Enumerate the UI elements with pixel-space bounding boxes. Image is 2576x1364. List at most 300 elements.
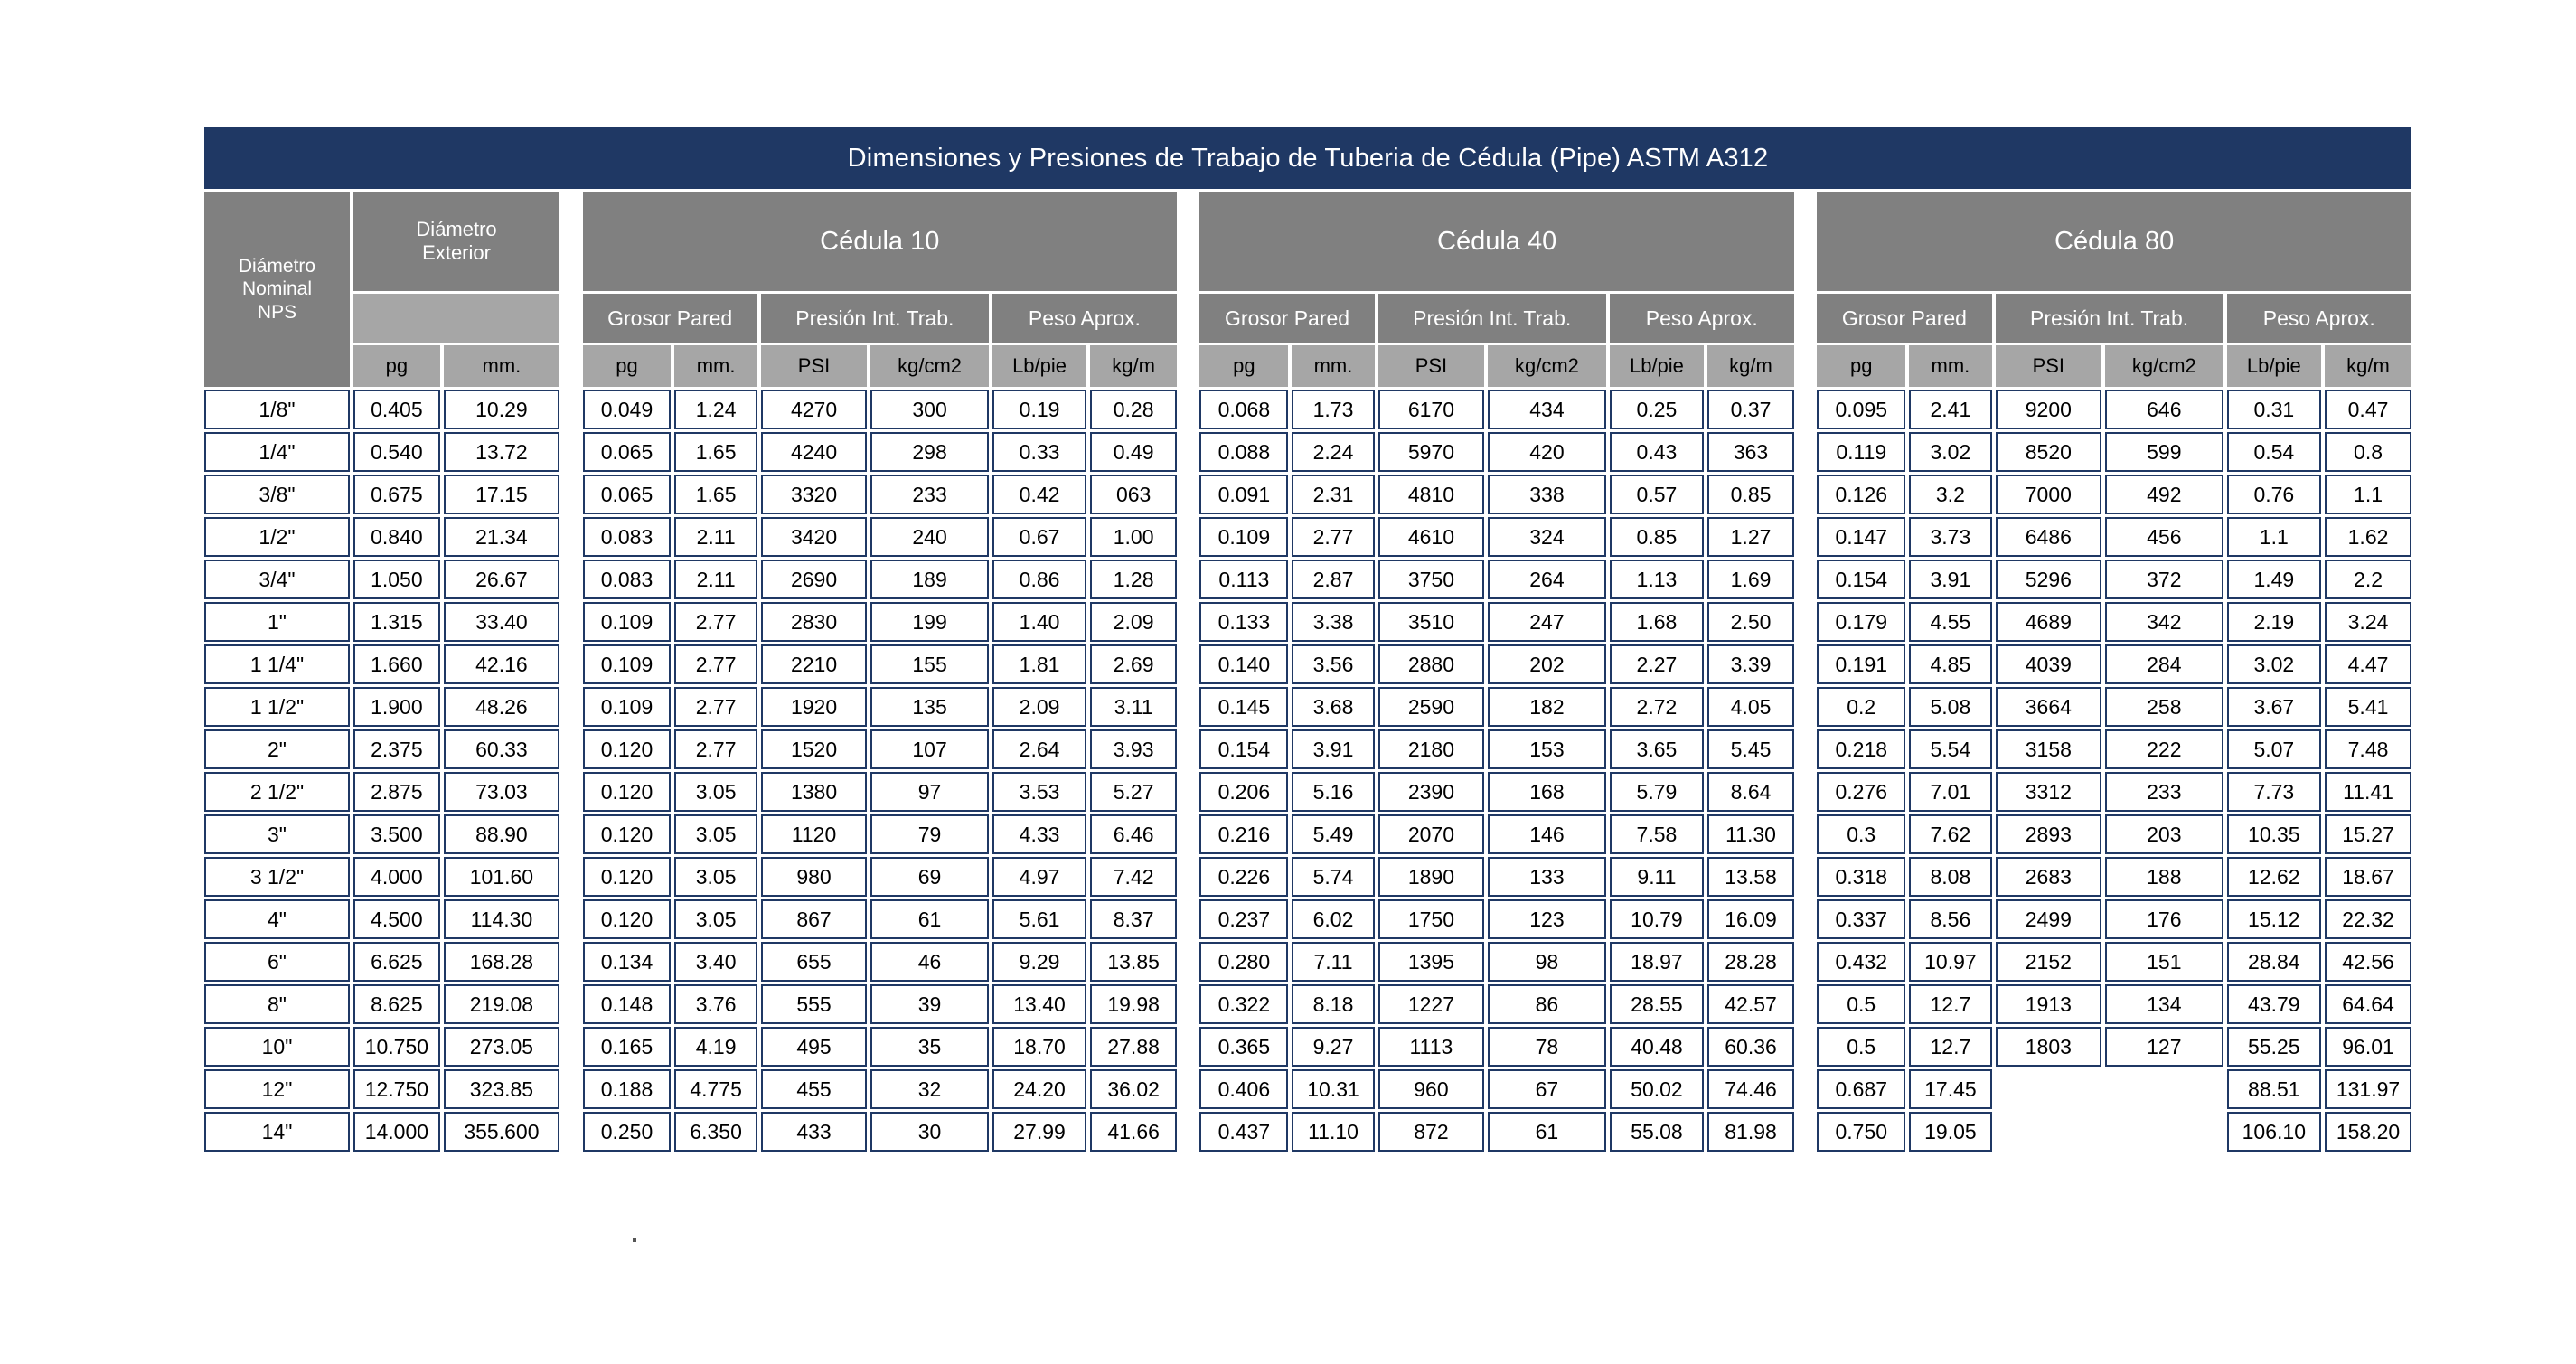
cell-c80-grosor-pg: 0.5 — [1817, 984, 1905, 1024]
cell-c80-grosor-pg: 0.218 — [1817, 729, 1905, 769]
cell-c10-lbpie: 1.81 — [992, 644, 1086, 684]
cell-c10-kgcm2: 69 — [870, 857, 989, 897]
cell-c80-lbpie: 15.12 — [2227, 899, 2321, 939]
cell-c80-grosor-pg: 0.179 — [1817, 602, 1905, 642]
cell-c40-lbpie: 2.27 — [1610, 644, 1704, 684]
cell-c40-psi: 1750 — [1378, 899, 1484, 939]
cell-od-mm: 114.30 — [444, 899, 559, 939]
row-spacer-2 — [1180, 1069, 1196, 1109]
cell-c10-grosor-pg: 0.148 — [583, 984, 672, 1024]
cell-c40-kgm: 0.85 — [1707, 475, 1794, 514]
cell-c80-lbpie: 28.84 — [2227, 942, 2321, 982]
cell-c10-grosor-pg: 0.109 — [583, 602, 672, 642]
cell-c80-kgcm2: 127 — [2105, 1027, 2223, 1067]
subgroup-header-row — [204, 294, 2411, 343]
row-spacer-2 — [1180, 984, 1196, 1024]
cell-c40-kgm: 0.37 — [1707, 390, 1794, 429]
cell-c10-grosor-pg: 0.120 — [583, 772, 672, 812]
cell-c80-psi: 8520 — [1996, 432, 2101, 472]
cell-od-mm: 273.05 — [444, 1027, 559, 1067]
cell-nps: 3" — [204, 814, 350, 854]
cell-c10-lbpie: 18.70 — [992, 1027, 1086, 1067]
cell-c80-lbpie: 3.67 — [2227, 687, 2321, 727]
cell-c10-grosor-pg: 0.065 — [583, 432, 672, 472]
cell-c80-psi: 5296 — [1996, 560, 2101, 599]
cell-c80-grosor-mm: 12.7 — [1909, 984, 1991, 1024]
cell-c10-psi: 867 — [761, 899, 867, 939]
row-spacer-2 — [1180, 814, 1196, 854]
row-spacer-1 — [563, 475, 578, 514]
cell-c40-lbpie: 3.65 — [1610, 729, 1704, 769]
row-spacer-1 — [563, 772, 578, 812]
cell-c80-kgm: 5.41 — [2325, 687, 2411, 727]
row-spacer-3 — [1798, 1027, 1813, 1067]
cell-c40-grosor-mm: 3.91 — [1292, 729, 1374, 769]
cell-c80-grosor-pg: 0.687 — [1817, 1069, 1905, 1109]
cell-c40-psi: 4610 — [1378, 517, 1484, 557]
cell-c40-grosor-pg: 0.068 — [1199, 390, 1288, 429]
cell-c80-kgm: 158.20 — [2325, 1112, 2411, 1152]
unit-c10-lbpie: Lb/pie — [992, 345, 1086, 387]
cell-c10-psi: 495 — [761, 1027, 867, 1067]
row-spacer-2 — [1180, 729, 1196, 769]
cell-od-pg: 2.375 — [353, 729, 440, 769]
cell-c10-grosor-pg: 0.120 — [583, 814, 672, 854]
cell-c10-grosor-pg: 0.120 — [583, 899, 672, 939]
cell-c40-kgcm2: 202 — [1488, 644, 1606, 684]
row-spacer-2 — [1180, 602, 1196, 642]
unit-c40-kgm: kg/m — [1707, 345, 1794, 387]
cell-c10-lbpie: 1.40 — [992, 602, 1086, 642]
cell-c10-lbpie: 2.09 — [992, 687, 1086, 727]
header-c80-peso: Peso Aprox. — [2227, 294, 2411, 343]
cell-c80-lbpie: 5.07 — [2227, 729, 2321, 769]
cell-nps: 3/4" — [204, 560, 350, 599]
row-spacer-1 — [563, 984, 578, 1024]
cell-c80-grosor-mm: 8.56 — [1909, 899, 1991, 939]
table-row — [204, 1112, 2411, 1152]
cell-c80-kgm: 64.64 — [2325, 984, 2411, 1024]
cell-c10-grosor-mm: 2.11 — [674, 560, 757, 599]
cell-c40-grosor-pg: 0.154 — [1199, 729, 1288, 769]
cell-c80-kgm: 42.56 — [2325, 942, 2411, 982]
row-spacer-1 — [563, 687, 578, 727]
header-c10-presion: Presión Int. Trab. — [761, 294, 989, 343]
cell-c80-lbpie: 88.51 — [2227, 1069, 2321, 1109]
cell-c10-grosor-mm: 1.65 — [674, 432, 757, 472]
row-spacer-1 — [563, 857, 578, 897]
cell-c10-grosor-mm: 2.11 — [674, 517, 757, 557]
cell-c80-lbpie: 55.25 — [2227, 1027, 2321, 1067]
cell-c80-kgm: 96.01 — [2325, 1027, 2411, 1067]
cell-c40-kgm: 11.30 — [1707, 814, 1794, 854]
cell-c10-kgm: 41.66 — [1090, 1112, 1177, 1152]
cell-c40-kgcm2: 168 — [1488, 772, 1606, 812]
cell-c10-lbpie: 0.19 — [992, 390, 1086, 429]
cell-c10-kgcm2: 97 — [870, 772, 989, 812]
cell-c10-psi: 4240 — [761, 432, 867, 472]
cell-nps: 8" — [204, 984, 350, 1024]
row-spacer-3 — [1798, 857, 1813, 897]
cell-c80-kgcm2: 599 — [2105, 432, 2223, 472]
cell-c40-psi: 1890 — [1378, 857, 1484, 897]
cell-nps: 1" — [204, 602, 350, 642]
cell-od-mm: 355.600 — [444, 1112, 559, 1152]
row-spacer-3 — [1798, 942, 1813, 982]
cell-c10-grosor-pg: 0.120 — [583, 857, 672, 897]
cell-c10-lbpie: 5.61 — [992, 899, 1086, 939]
row-spacer-1 — [563, 729, 578, 769]
cell-od-pg: 14.000 — [353, 1112, 440, 1152]
cell-c40-psi: 2390 — [1378, 772, 1484, 812]
row-spacer-3 — [1798, 814, 1813, 854]
cell-c10-kgcm2: 39 — [870, 984, 989, 1024]
cell-c10-kgm: 5.27 — [1090, 772, 1177, 812]
header-nps-line3: NPS — [257, 301, 297, 323]
cell-c40-psi: 4810 — [1378, 475, 1484, 514]
cell-c40-lbpie: 10.79 — [1610, 899, 1704, 939]
cell-c80-lbpie: 3.02 — [2227, 644, 2321, 684]
row-spacer-3 — [1798, 772, 1813, 812]
cell-od-mm: 21.34 — [444, 517, 559, 557]
cell-c10-psi: 1920 — [761, 687, 867, 727]
cell-c80-lbpie: 2.19 — [2227, 602, 2321, 642]
cell-c80-psi: 1803 — [1996, 1027, 2101, 1067]
cell-c80-kgm: 15.27 — [2325, 814, 2411, 854]
cell-nps: 12" — [204, 1069, 350, 1109]
header-c80-grosor-pared: Grosor Pared — [1817, 294, 1991, 343]
row-spacer-3 — [1798, 687, 1813, 727]
cell-c40-grosor-pg: 0.113 — [1199, 560, 1288, 599]
cell-c80-lbpie: 0.76 — [2227, 475, 2321, 514]
cell-c10-kgcm2: 298 — [870, 432, 989, 472]
cell-c40-psi: 2880 — [1378, 644, 1484, 684]
cell-c10-lbpie: 24.20 — [992, 1069, 1086, 1109]
cell-c80-grosor-mm: 5.08 — [1909, 687, 1991, 727]
cell-c40-kgcm2: 338 — [1488, 475, 1606, 514]
stray-mark — [633, 1238, 636, 1242]
cell-od-mm: 168.28 — [444, 942, 559, 982]
cell-c40-grosor-pg: 0.237 — [1199, 899, 1288, 939]
row-spacer-2 — [1180, 560, 1196, 599]
cell-c40-lbpie: 18.97 — [1610, 942, 1704, 982]
cell-c40-kgm: 2.50 — [1707, 602, 1794, 642]
cell-c10-kgcm2: 240 — [870, 517, 989, 557]
cell-c40-grosor-mm: 2.31 — [1292, 475, 1374, 514]
cell-od-pg: 0.840 — [353, 517, 440, 557]
header-cedula-40: Cédula 40 — [1199, 192, 1793, 291]
cell-c80-grosor-mm: 3.91 — [1909, 560, 1991, 599]
row-spacer-1 — [563, 560, 578, 599]
cell-c40-kgcm2: 133 — [1488, 857, 1606, 897]
cell-c40-grosor-pg: 0.091 — [1199, 475, 1288, 514]
cell-c10-psi: 2690 — [761, 560, 867, 599]
cell-c10-psi: 455 — [761, 1069, 867, 1109]
cell-c40-kgm: 81.98 — [1707, 1112, 1794, 1152]
cell-od-mm: 26.67 — [444, 560, 559, 599]
cell-od-pg: 0.405 — [353, 390, 440, 429]
cell-c40-kgcm2: 264 — [1488, 560, 1606, 599]
unit-od-mm: mm. — [444, 345, 559, 387]
unit-c80-kgm: kg/m — [2325, 345, 2411, 387]
cell-c10-kgm: 6.46 — [1090, 814, 1177, 854]
page-title: Dimensiones y Presiones de Trabajo de Tuberia de Cédula (Pipe) ASTM A312 — [204, 127, 2411, 189]
cell-c10-grosor-pg: 0.049 — [583, 390, 672, 429]
row-spacer-1 — [563, 432, 578, 472]
cell-c10-grosor-pg: 0.134 — [583, 942, 672, 982]
cell-c10-kgcm2: 46 — [870, 942, 989, 982]
header-exterior-blank — [353, 294, 559, 343]
row-spacer-2 — [1180, 1027, 1196, 1067]
cell-nps: 1 1/4" — [204, 644, 350, 684]
cell-c80-psi: 2893 — [1996, 814, 2101, 854]
unit-c10-kgm: kg/m — [1090, 345, 1177, 387]
unit-c40-kgcm2: kg/cm2 — [1488, 345, 1606, 387]
row-spacer-2 — [1180, 1112, 1196, 1152]
row-spacer-3 — [1798, 602, 1813, 642]
unit-c10-grosor-mm: mm. — [674, 345, 757, 387]
cell-c80-grosor-pg: 0.5 — [1817, 1027, 1905, 1067]
cell-c10-kgcm2: 189 — [870, 560, 989, 599]
cell-c40-kgcm2: 146 — [1488, 814, 1606, 854]
cell-c40-kgcm2: 247 — [1488, 602, 1606, 642]
cell-c80-psi: 3312 — [1996, 772, 2101, 812]
cell-nps: 2 1/2" — [204, 772, 350, 812]
cell-c10-kgm: 0.28 — [1090, 390, 1177, 429]
cell-c10-kgcm2: 233 — [870, 475, 989, 514]
cell-c80-kgm: 3.24 — [2325, 602, 2411, 642]
cell-c40-lbpie: 0.25 — [1610, 390, 1704, 429]
table-row — [204, 857, 2411, 897]
cell-c80-kgcm2: 492 — [2105, 475, 2223, 514]
cell-c10-kgcm2: 155 — [870, 644, 989, 684]
cell-c40-lbpie: 28.55 — [1610, 984, 1704, 1024]
cell-c80-grosor-pg: 0.432 — [1817, 942, 1905, 982]
cell-c10-psi: 980 — [761, 857, 867, 897]
cell-c10-kgm: 13.85 — [1090, 942, 1177, 982]
cell-od-mm: 60.33 — [444, 729, 559, 769]
header-exterior-diameter — [353, 192, 559, 291]
cell-c80-kgm: 1.62 — [2325, 517, 2411, 557]
cell-c80-grosor-mm: 19.05 — [1909, 1112, 1991, 1152]
unit-c40-grosor-pg: pg — [1199, 345, 1288, 387]
cell-c80-grosor-pg: 0.2 — [1817, 687, 1905, 727]
row-spacer-1 — [563, 1069, 578, 1109]
cell-c10-kgcm2: 135 — [870, 687, 989, 727]
table-row — [204, 814, 2411, 854]
cell-c10-lbpie: 4.33 — [992, 814, 1086, 854]
cell-c40-grosor-pg: 0.226 — [1199, 857, 1288, 897]
cell-c40-lbpie: 7.58 — [1610, 814, 1704, 854]
cell-c10-lbpie: 0.67 — [992, 517, 1086, 557]
row-spacer-1 — [563, 517, 578, 557]
cell-c40-lbpie: 9.11 — [1610, 857, 1704, 897]
cell-c40-grosor-mm: 11.10 — [1292, 1112, 1374, 1152]
cell-c80-grosor-pg: 0.3 — [1817, 814, 1905, 854]
cell-c40-kgcm2: 78 — [1488, 1027, 1606, 1067]
cell-c40-grosor-pg: 0.133 — [1199, 602, 1288, 642]
cell-c40-grosor-mm: 2.87 — [1292, 560, 1374, 599]
cell-c80-kgm: 11.41 — [2325, 772, 2411, 812]
cell-c80-grosor-pg: 0.750 — [1817, 1112, 1905, 1152]
cell-c10-lbpie: 4.97 — [992, 857, 1086, 897]
cell-c10-grosor-pg: 0.083 — [583, 517, 672, 557]
cell-c80-kgm: 7.48 — [2325, 729, 2411, 769]
cell-c40-kgm: 5.45 — [1707, 729, 1794, 769]
cell-c10-lbpie: 3.53 — [992, 772, 1086, 812]
cell-c10-grosor-pg: 0.083 — [583, 560, 672, 599]
row-spacer-3 — [1798, 984, 1813, 1024]
cell-c80-lbpie: 0.31 — [2227, 390, 2321, 429]
cell-c10-grosor-pg: 0.065 — [583, 475, 672, 514]
cell-c40-grosor-mm: 2.24 — [1292, 432, 1374, 472]
cell-nps: 10" — [204, 1027, 350, 1067]
cell-nps: 3/8" — [204, 475, 350, 514]
row-spacer-1 — [563, 942, 578, 982]
cell-c80-kgm: 18.67 — [2325, 857, 2411, 897]
header-c40-presion: Presión Int. Trab. — [1378, 294, 1606, 343]
cell-c10-psi: 4270 — [761, 390, 867, 429]
cell-c10-lbpie: 9.29 — [992, 942, 1086, 982]
table-row — [204, 432, 2411, 472]
cell-c40-lbpie: 0.85 — [1610, 517, 1704, 557]
cell-nps: 14" — [204, 1112, 350, 1152]
cell-nps: 2" — [204, 729, 350, 769]
cell-c80-grosor-mm: 5.54 — [1909, 729, 1991, 769]
cell-c80-kgm: 2.2 — [2325, 560, 2411, 599]
cell-c40-lbpie: 5.79 — [1610, 772, 1704, 812]
cell-c10-psi: 2210 — [761, 644, 867, 684]
cell-c80-grosor-mm: 4.55 — [1909, 602, 1991, 642]
cell-c10-kgm: 063 — [1090, 475, 1177, 514]
row-spacer-2 — [1180, 644, 1196, 684]
cell-c10-kgcm2: 35 — [870, 1027, 989, 1067]
row-spacer-3 — [1798, 475, 1813, 514]
cell-c10-psi: 1120 — [761, 814, 867, 854]
cell-c40-kgcm2: 123 — [1488, 899, 1606, 939]
table-row — [204, 899, 2411, 939]
cell-c80-kgcm2: 258 — [2105, 687, 2223, 727]
cell-c10-grosor-mm: 6.350 — [674, 1112, 757, 1152]
cell-c40-grosor-pg: 0.145 — [1199, 687, 1288, 727]
unit-c80-grosor-pg: pg — [1817, 345, 1905, 387]
cell-c80-kgcm2: 284 — [2105, 644, 2223, 684]
cell-c10-kgm: 3.11 — [1090, 687, 1177, 727]
cell-c40-psi: 1113 — [1378, 1027, 1484, 1067]
cell-c40-grosor-mm: 7.11 — [1292, 942, 1374, 982]
cell-c80-psi: 2683 — [1996, 857, 2101, 897]
cell-c10-grosor-mm: 3.05 — [674, 814, 757, 854]
cell-c80-psi: 2152 — [1996, 942, 2101, 982]
cell-c10-grosor-pg: 0.109 — [583, 644, 672, 684]
cell-c40-kgm: 74.46 — [1707, 1069, 1794, 1109]
header-nps-line2: Nominal — [241, 278, 313, 300]
cell-c10-kgm: 1.28 — [1090, 560, 1177, 599]
cell-c10-kgcm2: 61 — [870, 899, 989, 939]
cell-od-pg: 3.500 — [353, 814, 440, 854]
table-row — [204, 772, 2411, 812]
cell-c80-grosor-pg: 0.147 — [1817, 517, 1905, 557]
cell-c10-grosor-mm: 2.77 — [674, 602, 757, 642]
cell-c10-psi: 3320 — [761, 475, 867, 514]
cell-c80-kgcm2 — [2105, 1069, 2223, 1109]
cell-c40-grosor-pg: 0.088 — [1199, 432, 1288, 472]
cell-c80-lbpie: 106.10 — [2227, 1112, 2321, 1152]
row-spacer-1 — [563, 390, 578, 429]
cell-c10-psi: 1520 — [761, 729, 867, 769]
cell-c80-psi: 3664 — [1996, 687, 2101, 727]
cell-c40-psi: 872 — [1378, 1112, 1484, 1152]
spacer-1 — [563, 192, 578, 387]
cell-od-mm: 219.08 — [444, 984, 559, 1024]
title-row — [204, 127, 2411, 189]
cell-nps: 3 1/2" — [204, 857, 350, 897]
cell-c80-lbpie: 43.79 — [2227, 984, 2321, 1024]
cell-c80-kgcm2: 646 — [2105, 390, 2223, 429]
cell-c40-psi: 960 — [1378, 1069, 1484, 1109]
cell-c40-kgm: 4.05 — [1707, 687, 1794, 727]
cell-c10-grosor-mm: 2.77 — [674, 687, 757, 727]
row-spacer-2 — [1180, 475, 1196, 514]
unit-c10-psi: PSI — [761, 345, 867, 387]
cell-c10-kgcm2: 107 — [870, 729, 989, 769]
cell-c10-lbpie: 13.40 — [992, 984, 1086, 1024]
cell-c40-psi: 3750 — [1378, 560, 1484, 599]
row-spacer-2 — [1180, 432, 1196, 472]
cell-c80-grosor-pg: 0.276 — [1817, 772, 1905, 812]
cell-od-pg: 1.315 — [353, 602, 440, 642]
cell-c40-grosor-pg: 0.365 — [1199, 1027, 1288, 1067]
cell-c10-psi: 3420 — [761, 517, 867, 557]
header-nps-line1: Diámetro — [238, 256, 316, 278]
header-ext-line2: Exterior — [422, 241, 491, 264]
cell-c80-kgcm2 — [2105, 1112, 2223, 1152]
row-spacer-1 — [563, 644, 578, 684]
row-spacer-3 — [1798, 729, 1813, 769]
row-spacer-1 — [563, 814, 578, 854]
cell-c80-grosor-mm: 3.02 — [1909, 432, 1991, 472]
cell-c40-grosor-pg: 0.280 — [1199, 942, 1288, 982]
cell-c10-psi: 655 — [761, 942, 867, 982]
cell-c80-lbpie: 1.1 — [2227, 517, 2321, 557]
cell-c80-kgm: 0.8 — [2325, 432, 2411, 472]
unit-c80-psi: PSI — [1996, 345, 2101, 387]
header-c40-peso: Peso Aprox. — [1610, 294, 1794, 343]
cell-c80-grosor-pg: 0.318 — [1817, 857, 1905, 897]
cell-c40-grosor-mm: 2.77 — [1292, 517, 1374, 557]
row-spacer-1 — [563, 899, 578, 939]
cell-nps: 1/4" — [204, 432, 350, 472]
row-spacer-2 — [1180, 857, 1196, 897]
cell-c10-lbpie: 0.86 — [992, 560, 1086, 599]
unit-od-pg: pg — [353, 345, 440, 387]
cell-nps: 1 1/2" — [204, 687, 350, 727]
cell-c80-grosor-mm: 7.01 — [1909, 772, 1991, 812]
cell-c10-kgm: 27.88 — [1090, 1027, 1177, 1067]
header-c80-presion: Presión Int. Trab. — [1996, 294, 2223, 343]
cell-c10-kgm: 19.98 — [1090, 984, 1177, 1024]
cell-c40-kgm: 3.39 — [1707, 644, 1794, 684]
cell-c80-psi: 3158 — [1996, 729, 2101, 769]
cell-od-mm: 17.15 — [444, 475, 559, 514]
cell-c40-grosor-mm: 3.38 — [1292, 602, 1374, 642]
cell-c10-lbpie: 0.33 — [992, 432, 1086, 472]
cell-c80-psi: 7000 — [1996, 475, 2101, 514]
cell-c80-psi: 4039 — [1996, 644, 2101, 684]
cell-od-pg: 0.675 — [353, 475, 440, 514]
header-cedula-80: Cédula 80 — [1817, 192, 2411, 291]
row-spacer-2 — [1180, 517, 1196, 557]
